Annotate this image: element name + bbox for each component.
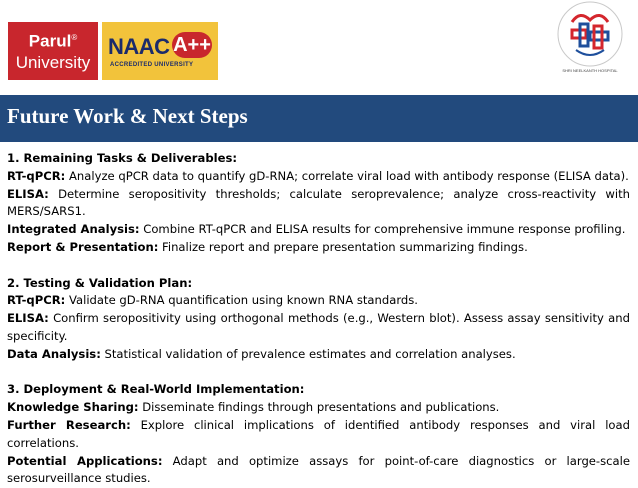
section-heading: 2. Testing & Validation Plan: xyxy=(7,275,193,290)
item-label: Data Analysis: xyxy=(7,346,101,361)
list-item xyxy=(7,186,630,222)
item-text: Analyze qPCR data to quantify gD-RNA; correlate viral load with antibody response (ELISA data). xyxy=(65,168,629,183)
spacer xyxy=(7,364,630,382)
item-label: Integrated Analysis: xyxy=(7,222,140,237)
spacer xyxy=(7,257,630,275)
naac-logo xyxy=(102,22,218,80)
naac-grade-badge: A++ xyxy=(173,34,211,56)
item-label: Knowledge Sharing: xyxy=(7,400,139,415)
item-text: Combine RT-qPCR and ELISA results for comprehensive immune response profiling. xyxy=(139,222,626,237)
list-item xyxy=(7,168,630,186)
list-item xyxy=(7,310,630,346)
item-text: Statistical validation of prevalence estimates and correlation analyses. xyxy=(100,346,516,361)
item-text: Explore clinical implications of identified antibody responses and viral load correlations. xyxy=(7,417,630,450)
slide-content xyxy=(7,150,630,488)
list-item xyxy=(7,346,630,364)
item-label: Report & Presentation: xyxy=(7,239,159,254)
section-heading: 3. Deployment & Real-World Implementation: xyxy=(7,382,305,397)
list-item xyxy=(7,239,630,257)
list-item xyxy=(7,292,630,310)
item-label: RT-qPCR: xyxy=(7,168,66,183)
item-label: Further Research: xyxy=(7,417,131,432)
parul-naac-logo xyxy=(8,22,218,80)
slide-title: Future Work & Next Steps xyxy=(7,104,248,128)
hospital-cross-icon xyxy=(550,0,630,70)
title-banner xyxy=(0,95,638,142)
item-label: RT-qPCR: xyxy=(7,293,66,308)
naac-subtitle: ACCREDITED UNIVERSITY xyxy=(110,62,194,68)
item-text: Finalize report and prepare presentation summarizing findings. xyxy=(158,239,528,254)
list-item xyxy=(7,221,630,239)
item-text: Confirm seropositivity using orthogonal methods (e.g., Western blot). Assess assay sensitivity and specificity. xyxy=(7,311,630,343)
item-label: ELISA: xyxy=(7,311,49,326)
registered-mark: ® xyxy=(71,33,78,42)
item-text: Adapt and optimize assays for point-of-care diagnostics or large-scale serosurveillance studies. xyxy=(7,453,630,486)
hospital-caption: SHRI NEELKANTH HOSPITAL xyxy=(562,68,618,73)
item-text: Determine seropositivity thresholds; calculate seroprevalence; analyze cross-reactivity with MERS/SARS1. xyxy=(7,186,630,219)
section-heading: 1. Remaining Tasks & Deliverables: xyxy=(7,151,237,165)
item-label: Potential Applications: xyxy=(7,453,163,468)
hospital-logo xyxy=(550,0,630,82)
item-text: Validate gD-RNA quantification using known RNA standards. xyxy=(65,293,418,308)
list-item xyxy=(7,453,630,488)
parul-logo xyxy=(8,22,98,80)
university-word: University xyxy=(15,52,91,72)
item-text: Disseminate findings through presentations and publications. xyxy=(138,400,500,415)
item-label: ELISA: xyxy=(7,186,49,201)
list-item xyxy=(7,399,630,417)
parul-name: Parul xyxy=(28,31,72,51)
list-item xyxy=(7,417,630,453)
naac-text: NAAC xyxy=(108,34,170,59)
